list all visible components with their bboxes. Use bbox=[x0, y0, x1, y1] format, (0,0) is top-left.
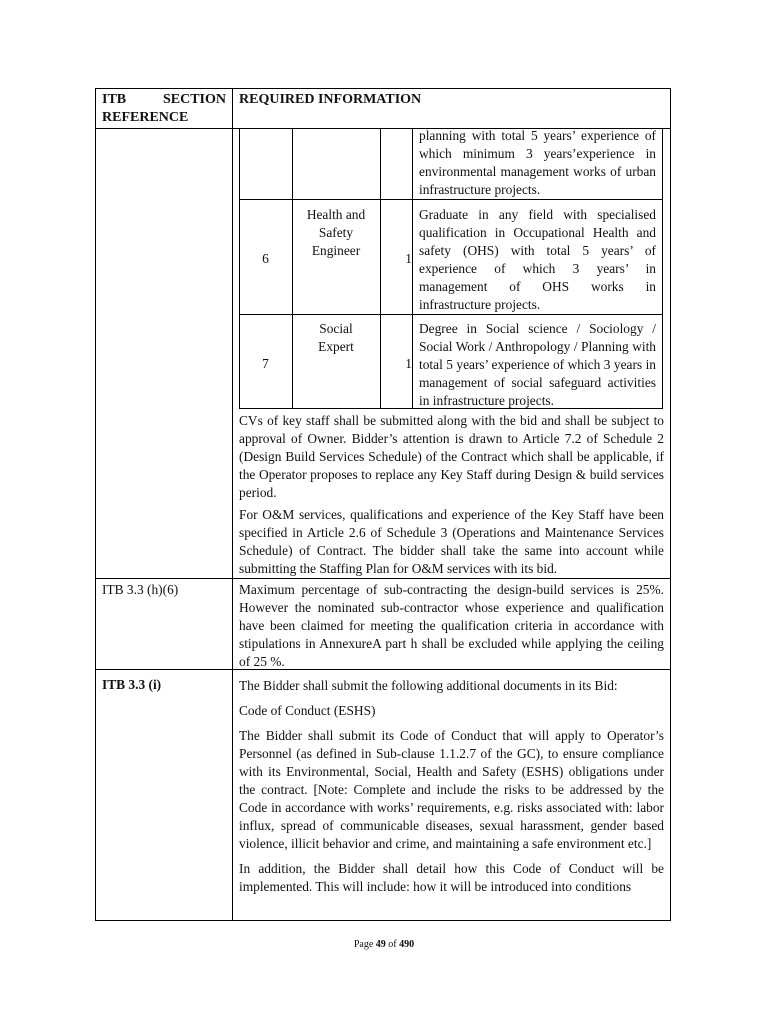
code-of-conduct-paragraph: The Bidder shall submit its Code of Conduct that will apply to Operator’s Personnel (as defined in Sub-clause 1.1.2.7 of the GC), to ensure compliance with its Environmental, Social, Health and Safety (ESHS) obligations under the contract. [Note: Complete and include the risks to be addressed by the Code in accordance with works’ requirements, e.g. risks associated with: labor influx, spread of communicable diseases, sexual harassment, gender based violence, illicit behavior and crime, and maintaining a safe environment etc.] bbox=[239, 728, 664, 851]
code-of-conduct-heading: Code of Conduct (ESHS) bbox=[239, 703, 376, 718]
table-column-divider bbox=[232, 88, 233, 921]
footer-of-word: of bbox=[388, 939, 397, 950]
header-itb-section-reference bbox=[102, 91, 226, 127]
implementation-paragraph: In addition, the Bidder shall detail how this Code of Conduct will be implemented. This will include: how it will be introduced into conditions bbox=[239, 861, 664, 894]
header-reference-word: REFERENCE bbox=[102, 110, 189, 125]
header-divider-left bbox=[95, 128, 232, 129]
table-bottom-border bbox=[95, 920, 671, 921]
staff-table-col2 bbox=[292, 128, 293, 408]
staff-number-7: 7 bbox=[262, 356, 269, 371]
staff-position-health-safety: Health and Safety Engineer bbox=[306, 207, 366, 258]
subcontracting-text: Maximum percentage of sub-contracting the design-build services is 25%. However the nominated sub-contractor whose experience and qualification have been claimed for meeting the qualification criteria in accordance with stipulations in AnnexureA part h shall be excluded while applying the ceiling of 25 %. bbox=[239, 582, 664, 669]
table-top-border bbox=[95, 88, 671, 89]
itb-ref-h6: ITB 3.3 (h)(6) bbox=[102, 582, 179, 597]
staff-count-6: 1 bbox=[405, 251, 412, 266]
additional-docs-intro: The Bidder shall submit the following additional documents in its Bid: bbox=[239, 678, 618, 693]
row-divider-h6-top bbox=[95, 578, 671, 579]
staff-qualification-6: Graduate in any field with specialised qualification in Occupational Health and safety (OHS) with total 5 years’ of experience of which 3 years’ in management of OHS works in infrastructure projects. bbox=[419, 207, 656, 312]
cv-paragraph-2: For O&M services, qualifications and experience of the Key Staff have been specified in Article 2.6 of Schedule 3 (Operations and Maintenance Services Schedule) of Contract. The bidder shall take the same into account while submitting the Staffing Plan for O&M services with its bid. bbox=[239, 507, 664, 576]
header-required-information: REQUIRED INFORMATION bbox=[239, 92, 422, 107]
footer-total-pages: 490 bbox=[399, 939, 415, 950]
staff-table-col4 bbox=[412, 128, 413, 408]
cv-paragraph-1: CVs of key staff shall be submitted along with the bid and shall be subject to approval of Owner. Bidder’s attention is drawn to Article 7.2 of Schedule 2 (Design Build Services Schedule) of the Contract which shall be applicable, if the Operator proposes to replace any Key Staff during Design & build services period. bbox=[239, 413, 664, 500]
table-left-border bbox=[95, 88, 96, 921]
staff-qualification-7: Degree in Social science / Sociology / Social Work / Anthropology / Planning with total 5 years’ experience of which 3 years in management of social safeguard activities in infrastructure projects. bbox=[419, 321, 656, 408]
header-itb-word: ITB bbox=[102, 92, 127, 107]
page-footer bbox=[0, 939, 768, 950]
itb-ref-i: ITB 3.3 (i) bbox=[102, 677, 162, 692]
table-right-border bbox=[670, 88, 671, 921]
header-section-word: SECTION bbox=[162, 92, 226, 107]
staff-qualification-continued: planning with total 5 years’ experience of which minimum 3 years’experience in environmental management works of urban infrastructure projects. bbox=[419, 128, 656, 197]
staff-number-6: 6 bbox=[262, 251, 269, 266]
additional-documents bbox=[239, 677, 664, 896]
staff-table-right bbox=[662, 128, 663, 408]
staff-row-divider-1 bbox=[239, 199, 663, 200]
footer-page-number: 49 bbox=[375, 939, 386, 950]
staff-row-divider-2 bbox=[239, 314, 663, 315]
staff-position-social-expert: Social Expert bbox=[318, 321, 354, 354]
staff-count-7: 1 bbox=[405, 356, 412, 371]
footer-page-word: Page bbox=[353, 939, 374, 950]
cv-requirements bbox=[239, 412, 664, 578]
